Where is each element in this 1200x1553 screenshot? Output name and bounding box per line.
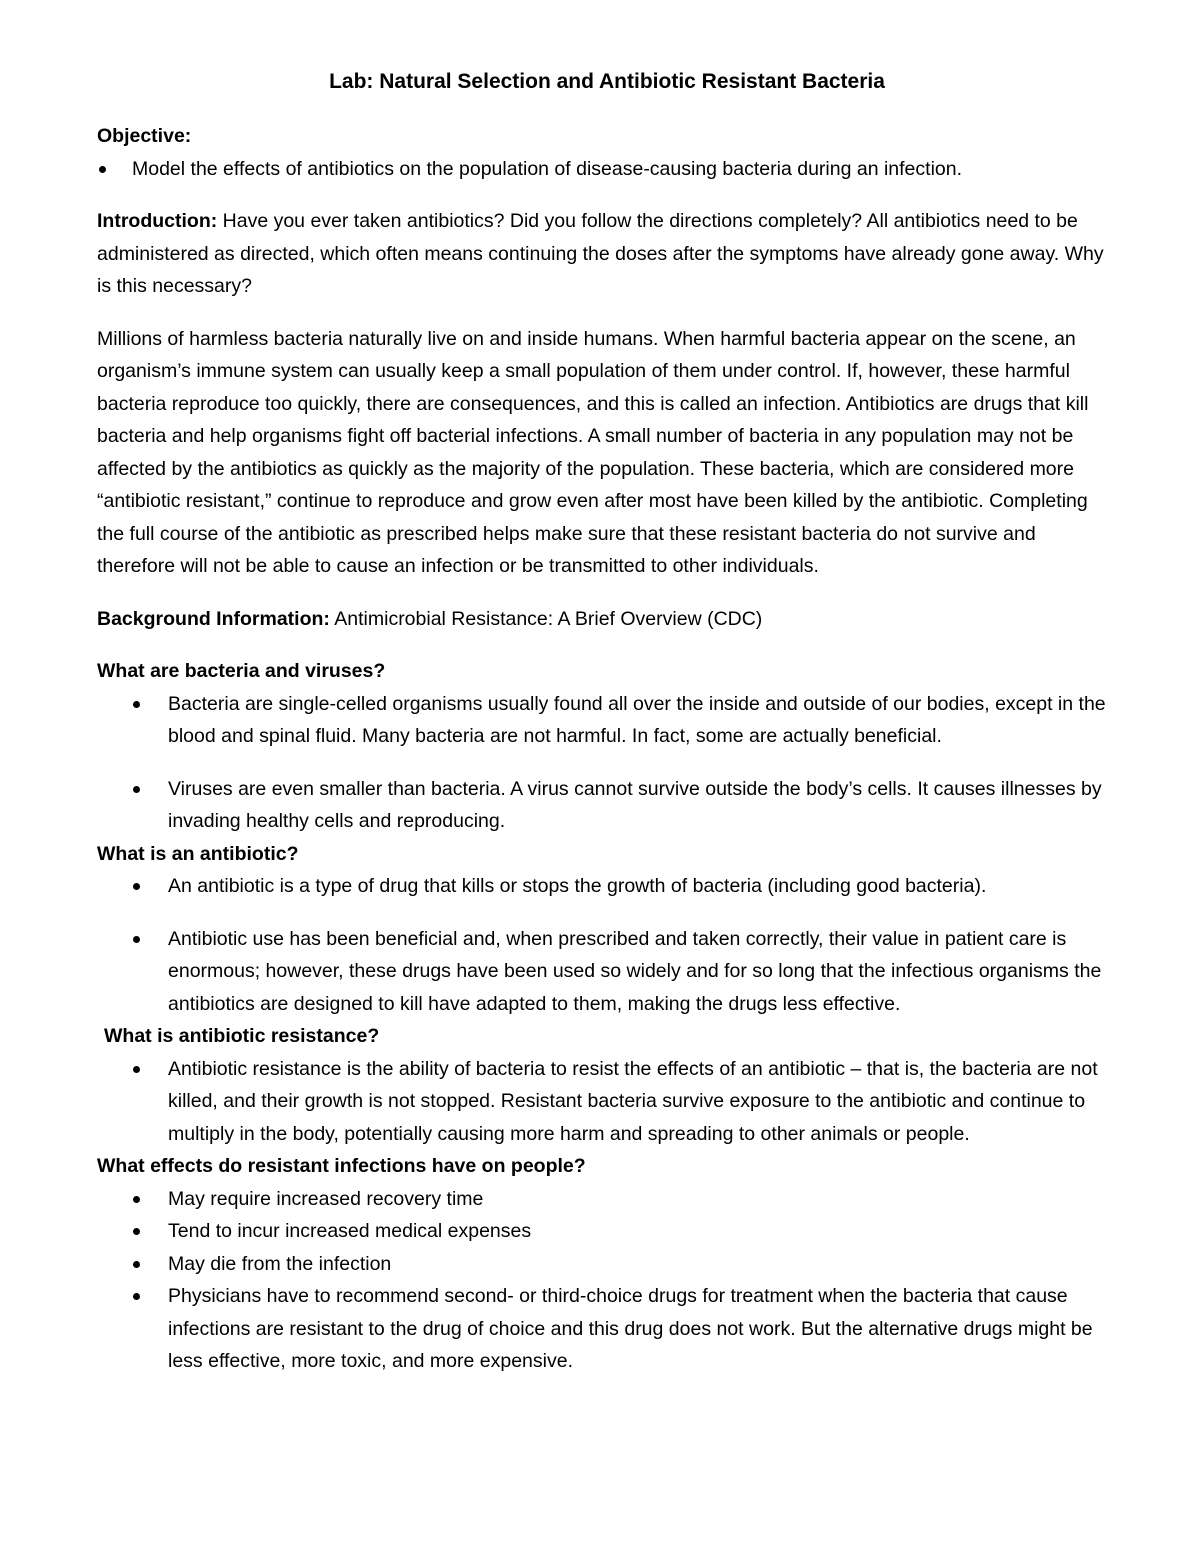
resistant-effects-heading: What effects do resistant infections have on people? bbox=[97, 1155, 586, 1177]
antibiotic-resistance-heading: What is antibiotic resistance? bbox=[104, 1025, 380, 1047]
introduction-label: Introduction: bbox=[97, 210, 218, 232]
bacteria-viruses-list bbox=[97, 688, 1117, 838]
document-page bbox=[97, 66, 1117, 1378]
antibiotic-list bbox=[97, 870, 1117, 1020]
background-label: Background Information: bbox=[97, 607, 330, 630]
bacteria-overview-paragraph: Millions of harmless bacteria naturally live on and inside humans. When harmful bacteria appear on the scene, an organism’s immune system can usually keep a small population of them under control. If, however, these harmful bacteria reproduce too quickly, there are consequences, and this is called an infection. Antibiotics are drugs that kill bacteria and help organisms fight off bacterial infections. A small number of bacteria in any population may not be affected by the antibiotics as quickly as the majority of the population. These bacteria, which are considered more “antibiotic resistant,” continue to reproduce and grow even after most have been killed by the antibiotic. Completing the full course of the antibiotic as prescribed helps make sure that these resistant bacteria do not survive and therefore will not be able to cause an infection or be transmitted to other individuals. bbox=[97, 327, 1089, 577]
antibiotic-resistance-list bbox=[97, 1053, 1117, 1151]
list-item: Tend to incur increased medical expenses bbox=[97, 1215, 1117, 1248]
document-title: Lab: Natural Selection and Antibiotic Resistant Bacteria bbox=[329, 70, 885, 93]
background-source: Antimicrobial Resistance: A Brief Overview (CDC) bbox=[334, 607, 763, 630]
list-item: Viruses are even smaller than bacteria. A virus cannot survive outside the body’s cells. It causes illnesses by invading healthy cells and reproducing. bbox=[97, 773, 1117, 838]
introduction-paragraph bbox=[97, 205, 1117, 303]
list-item: May require increased recovery time bbox=[97, 1183, 1117, 1216]
list-item: Bacteria are single-celled organisms usually found all over the inside and outside of our bodies, except in the blood and spinal fluid. Many bacteria are not harmful. In fact, some are actually beneficial. bbox=[97, 688, 1117, 753]
background-paragraph bbox=[97, 603, 1117, 636]
list-item: An antibiotic is a type of drug that kills or stops the growth of bacteria (including good bacteria). bbox=[97, 870, 1117, 903]
introduction-text: Have you ever taken antibiotics? Did you follow the directions completely? All antibiotics need to be administered as directed, which often means continuing the doses after the symptoms have already gone away. Why is this necessary? bbox=[97, 210, 1104, 297]
list-item: Antibiotic resistance is the ability of bacteria to resist the effects of an antibiotic – that is, the bacteria are not killed, and their growth is not stopped. Resistant bacteria survive exposure to the antibiotic and continue to multiply in the body, potentially causing more harm and spreading to other animals or people. bbox=[97, 1053, 1117, 1151]
list-item: Antibiotic use has been beneficial and, when prescribed and taken correctly, their value in patient care is enormous; however, these drugs have been used so widely and for so long that the infectious organisms the antibiotics are designed to kill have adapted to them, making the drugs less effective. bbox=[97, 923, 1117, 1021]
objective-heading: Objective: bbox=[97, 125, 192, 147]
list-item: May die from the infection bbox=[97, 1248, 1117, 1281]
antibiotic-heading: What is an antibiotic? bbox=[97, 842, 299, 865]
bacteria-viruses-heading: What are bacteria and viruses? bbox=[97, 660, 386, 682]
resistant-effects-list bbox=[97, 1183, 1117, 1378]
objective-item: Model the effects of antibiotics on the population of disease-causing bacteria during an infection. bbox=[97, 153, 1117, 186]
objective-list bbox=[97, 153, 1117, 186]
list-item: Physicians have to recommend second- or third-choice drugs for treatment when the bacteria that cause infections are resistant to the drug of choice and this drug does not work. But the alternative drugs might be less effective, more toxic, and more expensive. bbox=[97, 1280, 1117, 1378]
